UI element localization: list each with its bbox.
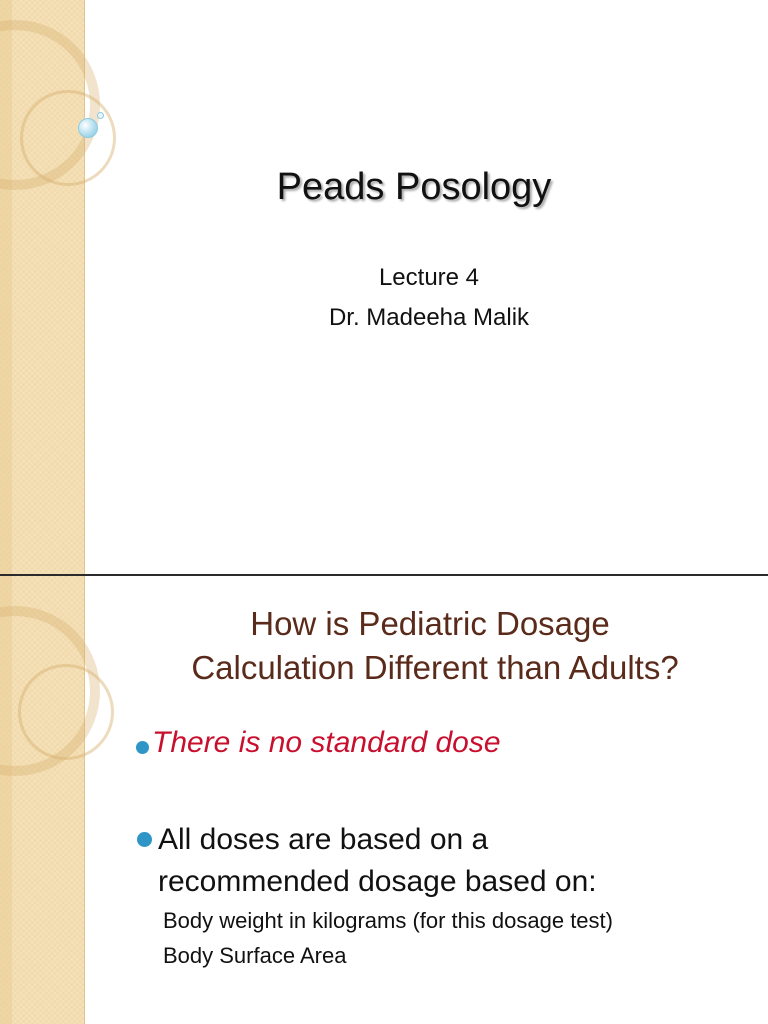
bubble-small-icon (97, 112, 104, 119)
bullet-no-standard-dose (136, 726, 501, 760)
decorative-ring-thin (18, 664, 114, 760)
bullet-all-doses (137, 819, 597, 903)
bullet-dot-icon (136, 741, 149, 754)
slide-2-title-line-2: Calculation Different than Adults? (191, 649, 679, 686)
author-name: Dr. Madeeha Malik (328, 304, 530, 331)
lecture-label: Lecture 4 (378, 264, 480, 291)
bullet-2-line-1: All doses are based on a (158, 823, 489, 856)
bullet-2-line-2: recommended dosage based on: (158, 865, 597, 898)
slide-1-title: Peads Posology (276, 166, 552, 208)
slide-2-title-line-1: How is Pediatric Dosage (250, 605, 610, 642)
bullet-dot-icon (137, 832, 152, 847)
bubble-icon (78, 118, 98, 138)
slide-2 (0, 576, 768, 1024)
bullet-1-text: There is no standard dose (152, 726, 501, 759)
sub-item-body-surface-area: Body Surface Area (163, 943, 347, 968)
sub-item-body-weight: Body weight in kilograms (for this dosage test) (163, 908, 613, 933)
